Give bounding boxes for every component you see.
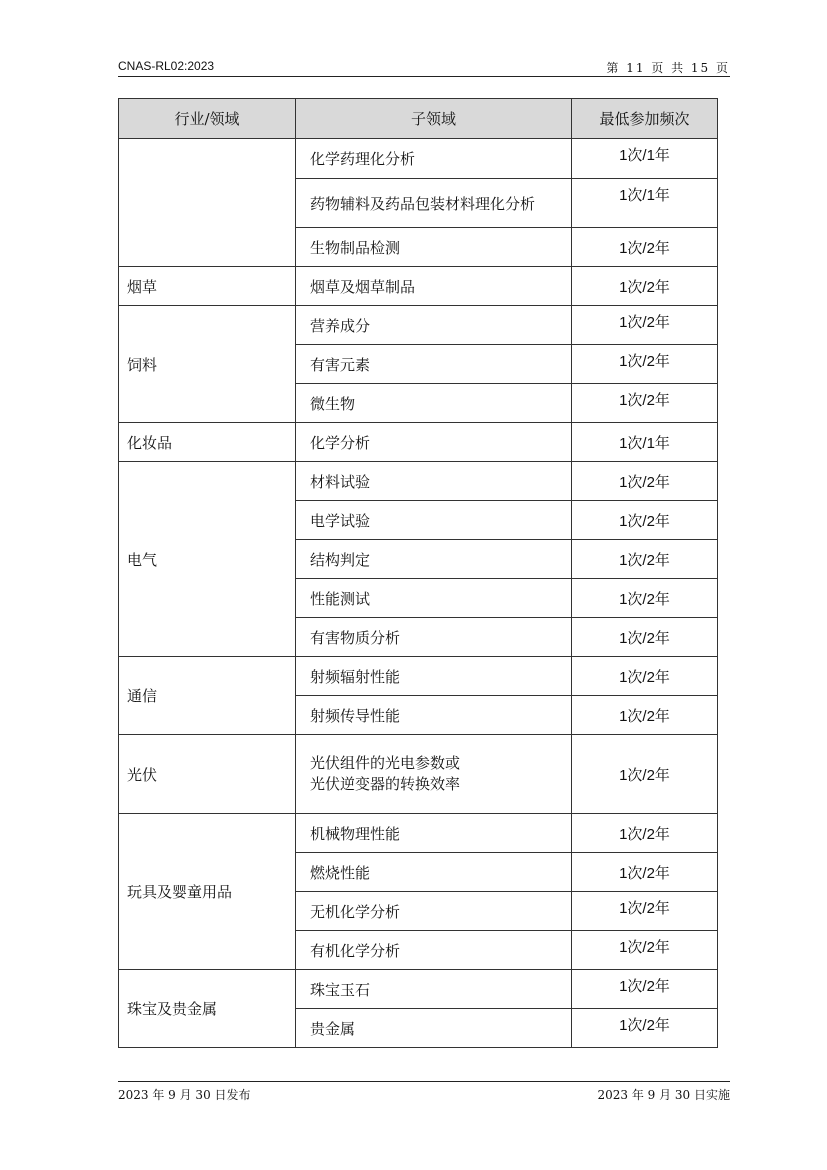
page-info: 第 11 页 共 15 页 — [606, 61, 730, 75]
frequency-cell: 1次/2年 — [572, 345, 718, 384]
frequency-cell: 1次/2年 — [572, 1009, 718, 1048]
table-row — [119, 657, 718, 696]
frequency-cell: 1次/2年 — [572, 306, 718, 345]
page-header — [118, 59, 730, 77]
column-header-industry: 行业/领域 — [119, 99, 296, 139]
frequency-cell: 1次/2年 — [572, 970, 718, 1009]
frequency-cell: 1次/1年 — [572, 423, 718, 462]
table-row — [119, 306, 718, 345]
subfield-line: 光伏逆变器的转换效率 — [310, 775, 461, 793]
subfield-cell: 生物制品检测 — [296, 228, 572, 267]
table-header-row — [119, 99, 718, 139]
table-row — [119, 970, 718, 1009]
frequency-cell: 1次/2年 — [572, 462, 718, 501]
frequency-cell: 1次/1年 — [572, 179, 718, 228]
industry-cell: 电气 — [119, 462, 296, 657]
industry-cell — [119, 139, 296, 267]
frequency-cell: 1次/2年 — [572, 696, 718, 735]
frequency-cell: 1次/2年 — [572, 501, 718, 540]
subfield-cell: 化学分析 — [296, 423, 572, 462]
industry-cell: 通信 — [119, 657, 296, 735]
table-row — [119, 139, 718, 179]
frequency-cell: 1次/2年 — [572, 579, 718, 618]
column-header-subfield: 子领域 — [296, 99, 572, 139]
table-row — [119, 267, 718, 306]
subfield-cell: 珠宝玉石 — [296, 970, 572, 1009]
subfield-cell: 结构判定 — [296, 540, 572, 579]
subfield-cell: 性能测试 — [296, 579, 572, 618]
subfield-cell: 药物辅料及药品包装材料理化分析 — [296, 179, 572, 228]
frequency-cell: 1次/2年 — [572, 267, 718, 306]
frequency-cell: 1次/2年 — [572, 657, 718, 696]
frequency-cell: 1次/1年 — [572, 139, 718, 179]
subfield-cell: 有害元素 — [296, 345, 572, 384]
table-row — [119, 423, 718, 462]
frequency-cell: 1次/2年 — [572, 735, 718, 814]
subfield-cell: 机械物理性能 — [296, 814, 572, 853]
subfield-cell: 无机化学分析 — [296, 892, 572, 931]
industry-cell: 烟草 — [119, 267, 296, 306]
frequency-cell: 1次/2年 — [572, 618, 718, 657]
subfield-cell: 射频传导性能 — [296, 696, 572, 735]
table-row — [119, 814, 718, 853]
subfield-cell: 电学试验 — [296, 501, 572, 540]
industry-cell: 玩具及婴童用品 — [119, 814, 296, 970]
subfield-cell: 有机化学分析 — [296, 931, 572, 970]
subfield-cell: 燃烧性能 — [296, 853, 572, 892]
frequency-cell: 1次/2年 — [572, 814, 718, 853]
subfield-cell: 烟草及烟草制品 — [296, 267, 572, 306]
frequency-table — [118, 98, 718, 1048]
document-id: CNAS-RL02:2023 — [118, 59, 215, 73]
frequency-cell: 1次/2年 — [572, 931, 718, 970]
subfield-cell: 有害物质分析 — [296, 618, 572, 657]
subfield-cell: 微生物 — [296, 384, 572, 423]
subfield-cell: 贵金属 — [296, 1009, 572, 1048]
industry-cell: 光伏 — [119, 735, 296, 814]
column-header-frequency: 最低参加频次 — [572, 99, 718, 139]
effective-date: 2023 年 9 月 30 日实施 — [597, 1088, 730, 1102]
industry-cell: 化妆品 — [119, 423, 296, 462]
subfield-cell: 射频辐射性能 — [296, 657, 572, 696]
issue-date: 2023 年 9 月 30 日发布 — [118, 1088, 251, 1102]
frequency-cell: 1次/2年 — [572, 892, 718, 931]
industry-cell: 饲料 — [119, 306, 296, 423]
subfield-cell: 化学药理化分析 — [296, 139, 572, 179]
header-rule — [118, 76, 730, 77]
frequency-cell: 1次/2年 — [572, 384, 718, 423]
frequency-cell: 1次/2年 — [572, 853, 718, 892]
subfield-cell: 营养成分 — [296, 306, 572, 345]
subfield-line: 光伏组件的光电参数或 — [310, 754, 461, 772]
frequency-cell: 1次/2年 — [572, 228, 718, 267]
subfield-cell: 材料试验 — [296, 462, 572, 501]
subfield-cell — [296, 735, 572, 814]
table-row — [119, 462, 718, 501]
industry-cell: 珠宝及贵金属 — [119, 970, 296, 1048]
table-row — [119, 735, 718, 814]
frequency-cell: 1次/2年 — [572, 540, 718, 579]
footer-rule — [118, 1081, 730, 1082]
